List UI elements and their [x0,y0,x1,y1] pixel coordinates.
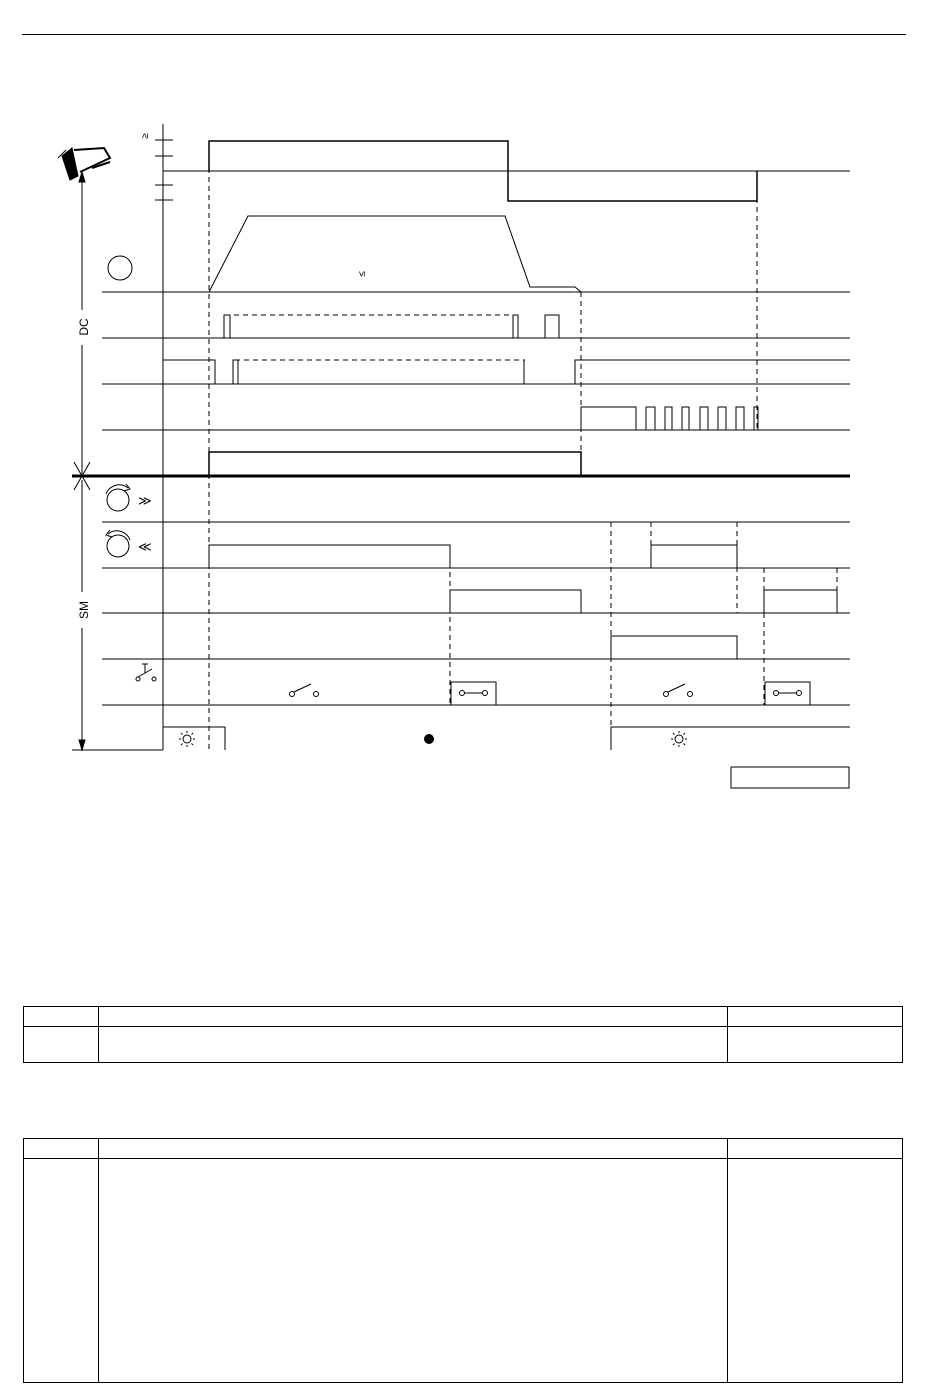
table-cell [24,1159,99,1383]
table-cell [728,1027,903,1063]
contact-closed-icon [451,682,496,705]
lamp-row [163,727,850,750]
table-cell [99,1027,728,1063]
table-cell [99,1007,728,1027]
table-cell [728,1159,903,1383]
table-row [24,1007,903,1027]
trace-pulse-b [163,360,850,384]
trace-brake [450,590,837,613]
trace-hold [611,636,737,659]
figure-caption-box [731,767,849,788]
table-cell [728,1139,903,1159]
trace-dc-enable [209,452,581,476]
hand-lever-icon [58,148,110,180]
rotate-slow-icon [106,530,152,557]
table-cell [99,1159,728,1383]
dot-icon [425,735,434,744]
contact-open-icon-2 [664,684,693,697]
contact-closed-icon-2 [765,682,810,705]
table-cell [24,1139,99,1159]
contact-open-icon [290,684,319,697]
trace-speed [209,216,581,292]
table-cell [728,1007,903,1027]
trace-slow [209,545,737,568]
left-axis [72,172,163,750]
scale-ticks [155,140,173,200]
table-2 [23,1138,903,1383]
sm-section-label: SM [77,601,91,619]
rotate-fast-icon [106,484,152,511]
rotate-slow-symbol: ≪ [138,539,152,554]
table-row [24,1159,903,1383]
table-1 [23,1006,903,1063]
table-row [24,1139,903,1159]
trace-pulse-c [581,407,758,430]
row-separators [72,171,850,705]
greater-equal-symbol: ≥ [140,133,151,139]
rotate-fast-symbol: ≫ [138,493,152,508]
signal-traces [163,141,850,659]
table-row [24,1027,903,1063]
dc-section-label: DC [77,318,91,336]
table-cell [24,1007,99,1027]
switch-symbol-icon [136,664,156,681]
motor-circle-icon [108,256,132,280]
lamp-icon-2 [671,731,687,747]
trace-pulse-a [224,315,559,338]
lamp-icon [179,731,195,747]
less-equal-symbol: ≤ [357,271,368,277]
table-cell [24,1027,99,1063]
table-cell [99,1139,728,1159]
